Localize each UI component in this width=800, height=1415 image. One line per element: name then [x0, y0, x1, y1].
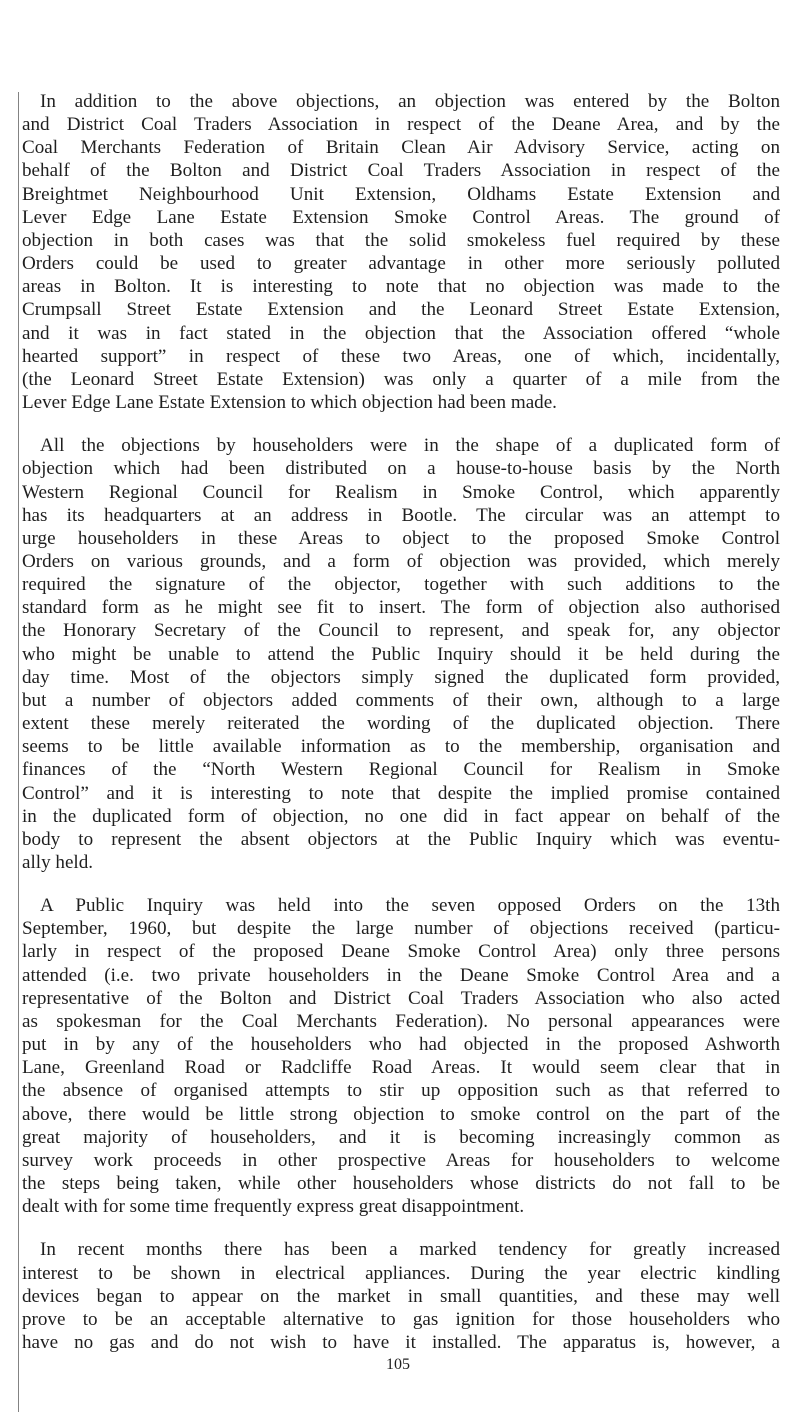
text-line: prove to be an acceptable alternative to gas ignition for those householders who [22, 1308, 780, 1330]
text-line: In addition to the above objections, an objection was entered by the Bolton [40, 91, 780, 112]
text-line: put in by any of the householders who had objected in the proposed Ashworth [22, 1034, 780, 1056]
text-line: seems to be little available information as to the membership, organisation and [22, 736, 780, 758]
text-line: Crumpsall Street Estate Extension and the Leonard Street Estate Extension, [22, 299, 780, 321]
text-line: Coal Merchants Federation of Britain Clean Air Advisory Service, acting on [22, 137, 780, 159]
paragraph [22, 90, 780, 414]
text-line: Orders could be used to greater advantage in other more seriously polluted [22, 253, 780, 275]
page-number: 105 [386, 1356, 410, 1373]
text-line: All the objections by householders were in the shape of a duplicated form of [40, 435, 780, 457]
text-line: objection in both cases was that the solid smokeless fuel required by these [22, 229, 780, 251]
text-line: above, there would be little strong objection to smoke control on the part of the [22, 1103, 780, 1125]
binding-edge-line [18, 92, 19, 1412]
text-line: extent these merely reiterated the wording of the duplicated objection. There [22, 713, 780, 735]
text-line: but a number of objectors added comments of their own, although to a large [22, 689, 780, 711]
text-line: and District Coal Traders Association in respect of the Deane Area, and by the [22, 114, 780, 136]
text-line: in the duplicated form of objection, no one did in fact appear on behalf of the [22, 805, 780, 827]
text-line: who might be unable to attend the Public Inquiry should it be held during the [22, 643, 780, 665]
text-line: A Public Inquiry was held into the seven opposed Orders on the 13th [40, 895, 780, 917]
text-line: Western Regional Council for Realism in Smoke Control, which apparently [22, 481, 780, 503]
text-line: survey work proceeds in other prospective Areas for householders to welcome [22, 1149, 780, 1171]
text-line: have no gas and do not wish to have it installed. The apparatus is, however, a [22, 1331, 780, 1353]
text-line: objection which had been distributed on a house-to-house basis by the North [22, 458, 780, 480]
text-line: dealt with for some time frequently express great disappointment. [22, 1196, 525, 1218]
text-line: September, 1960, but despite the large number of objections received (particu- [22, 918, 780, 940]
body-text [22, 90, 780, 1354]
text-line: larly in respect of the proposed Deane Smoke Control Area) only three persons [22, 941, 780, 963]
text-line: the steps being taken, while other householders whose districts do not fall to be [22, 1173, 780, 1195]
text-line: urge householders in these Areas to object to the proposed Smoke Control [22, 527, 780, 549]
text-line: standard form as he might see fit to insert. The form of objection also authorised [22, 597, 780, 619]
text-line: areas in Bolton. It is interesting to note that no objection was made to the [22, 276, 780, 298]
text-line: Lever Edge Lane Estate Extension Smoke Control Areas. The ground of [22, 206, 780, 228]
text-line: and it was in fact stated in the objection that the Association offered “whole [22, 322, 780, 344]
text-line: interest to be shown in electrical appliances. During the year electric kindling [22, 1262, 780, 1284]
text-line: Breightmet Neighbourhood Unit Extension, Oldhams Estate Extension and [22, 183, 780, 205]
text-line: the absence of organised attempts to stir up opposition such as that referred to [22, 1080, 780, 1102]
text-line: as spokesman for the Coal Merchants Federation). No personal appearances were [22, 1010, 780, 1032]
text-line: body to represent the absent objectors at the Public Inquiry which was eventu- [22, 828, 780, 850]
text-line: required the signature of the objector, together with such additions to the [22, 574, 780, 596]
text-line: has its headquarters at an address in Bootle. The circular was an attempt to [22, 504, 780, 526]
text-line: attended (i.e. two private householders in the Deane Smoke Control Area and a [22, 964, 780, 986]
text-line: Control” and it is interesting to note that despite the implied promise contained [22, 782, 780, 804]
text-line: (the Leonard Street Estate Extension) was only a quarter of a mile from the [22, 368, 780, 390]
text-line: great majority of householders, and it is becoming increasingly common as [22, 1126, 780, 1148]
text-line: Orders on various grounds, and a form of objection was provided, which merely [22, 550, 780, 572]
paragraph [22, 1238, 780, 1354]
paragraph [22, 894, 780, 1218]
paragraph [22, 434, 780, 874]
document-page [22, 90, 780, 1374]
text-line: Lane, Greenland Road or Radcliffe Road Areas. It would seem clear that in [22, 1057, 780, 1079]
text-line: representative of the Bolton and District Coal Traders Association who also acted [22, 987, 780, 1009]
text-line: hearted support” in respect of these two Areas, one of which, incidentally, [22, 345, 780, 367]
text-line: day time. Most of the objectors simply signed the duplicated form provided, [22, 666, 780, 688]
text-line: ally held. [22, 852, 94, 873]
text-line: behalf of the Bolton and District Coal Traders Association in respect of the [22, 160, 780, 182]
text-line: the Honorary Secretary of the Council to represent, and speak for, any objector [22, 620, 780, 642]
text-line: Lever Edge Lane Estate Extension to which objection had been made. [22, 392, 557, 414]
text-line: devices began to appear on the market in small quantities, and these may well [22, 1285, 780, 1307]
text-line: finances of the “North Western Regional Council for Realism in Smoke [22, 759, 780, 781]
text-line: In recent months there has been a marked tendency for greatly increased [40, 1239, 780, 1261]
